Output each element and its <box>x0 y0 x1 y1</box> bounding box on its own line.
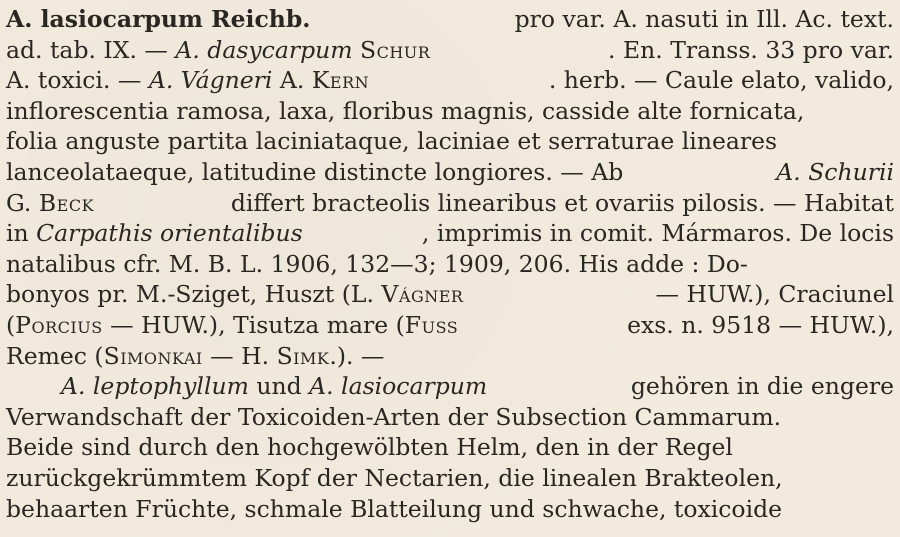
paragraph-start-line: A. leptophyllum und A. lasiocarpum gehören in die engere <box>61 372 894 401</box>
text-line: G. Beck differt bracteolis linearibus et ovariis pilosis. — Habitat <box>6 188 894 217</box>
document-text <box>6 4 894 524</box>
species-heading: A. lasiocarpum Reichb. <box>6 5 311 33</box>
text-line: Verwandschaft der Toxicoiden-Arten der Subsection Cammarum. <box>6 402 782 431</box>
text-line: ad. tab. IX. — A. dasycarpum Schur . En. Transs. 33 pro var. <box>6 35 894 64</box>
text-line: Remec ( Simonkai — H. Simk .). — <box>6 341 385 370</box>
text-line: (Porcius — HUW.), Tisutza mare (Fuss exs. n. 9518 — HUW.), <box>6 310 894 339</box>
text-line: folia anguste partita laciniataque, laciniae et serraturae lineares <box>6 127 778 156</box>
text-line: A. lasiocarpum Reichb. pro var. A. nasuti in Ill. Ac. text. <box>6 5 894 33</box>
text-line: inflorescentia ramosa, laxa, floribus magnis, casside alte fornicata, <box>6 96 805 125</box>
text-line: natalibus cfr. M. B. L. 1906, 132—3; 1909, 206. His adde : Do- <box>6 249 748 278</box>
text-line: lanceolataeque, latitudine distincte longiores. — Ab A. Schurii <box>6 157 894 186</box>
text-line: behaarten Früchte, schmale Blatteilung und schwache, toxicoide <box>6 494 783 523</box>
text-line: Beide sind durch den hochgewölbten Helm, den in der Regel <box>6 433 733 462</box>
text-line: zurückgekrümmtem Kopf der Nectarien, die linealen Brakteolen, <box>6 463 783 492</box>
text-line: in Carpathis orientalibus , imprimis in comit. Mármaros. De locis <box>6 219 894 248</box>
text-line: A. toxici. — A. Vágneri A. Kern . herb. — Caule elato, valido, <box>6 66 894 95</box>
text-line: bonyos pr. M.-Sziget, Huszt (L. Vágner — HUW.), Craciunel <box>6 280 894 309</box>
